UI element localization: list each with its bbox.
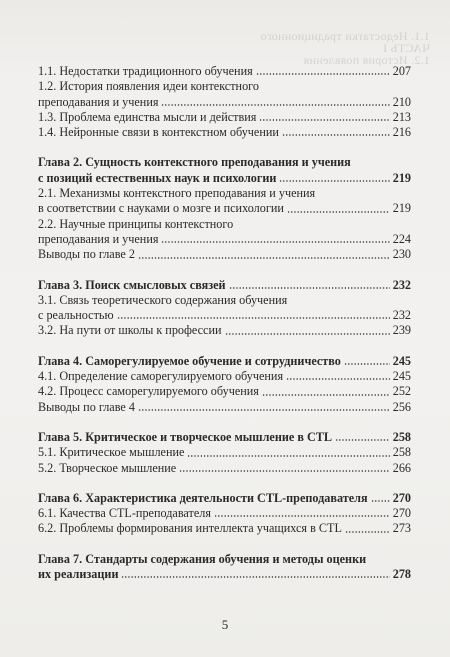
dot-leader [262, 394, 390, 396]
chapter-heading[interactable]: Глава 5. Критическое и творческое мышление в CTL 258 [38, 429, 411, 444]
dot-leader [335, 439, 390, 441]
chapter-heading[interactable]: Глава 4. Саморегулируемое обучение и сотрудничество 245 [38, 353, 411, 368]
dot-leader [121, 576, 389, 578]
dot-leader [161, 241, 389, 243]
toc-entry[interactable]: 5.2. Творческое мышление 266 [38, 460, 411, 475]
chapter-heading-line1: Глава 2. Сущность контекстного преподавания и учения [38, 155, 351, 170]
dot-leader [344, 363, 390, 365]
toc-entry[interactable]: с реальностью 232 [38, 308, 411, 323]
chapter-heading-line1: Глава 7. Стандарты содержания обучения и методы оценки [38, 551, 367, 566]
dot-leader [286, 378, 390, 380]
toc-entry[interactable]: 4.2. Процесс саморегулируемого обучения 252 [38, 384, 411, 399]
dot-leader [279, 180, 389, 182]
dot-leader [345, 531, 390, 533]
toc-entry[interactable]: Выводы по главе 4 256 [38, 399, 411, 414]
toc-entry-line1: 2.1. Механизмы контекстного преподавания и учения [38, 186, 316, 201]
toc-entry-line1: 2.2. Научные принципы контекстного [38, 216, 234, 231]
toc-entry[interactable]: 6.1. Качества CTL-преподавателя 270 [38, 506, 411, 521]
chapter-heading[interactable]: Глава 3. Поиск смысловых связей 232 [38, 277, 411, 292]
dot-leader [214, 515, 390, 517]
page-number: 5 [221, 617, 229, 632]
dot-leader [138, 409, 390, 411]
toc-entry-line1: 1.2. История появления идеи контекстного [38, 79, 259, 94]
toc-entry[interactable]: Выводы по главе 2 230 [38, 247, 411, 262]
toc-entry[interactable]: 1.1. Недостатки традиционного обучения 207 [38, 64, 411, 78]
dot-leader [187, 455, 389, 457]
toc-entry[interactable]: 3.2. На пути от школы к профессии 239 [38, 323, 411, 338]
table-of-contents [38, 64, 411, 582]
dot-leader [256, 73, 390, 75]
bleed-through-text: 1.1. Недостатки традиционного ЧАСТЬ I 1.2. История появления [260, 30, 430, 66]
toc-entry[interactable]: 1.4. Нейронные связи в контекстном обучении 216 [38, 125, 411, 140]
dot-leader [229, 287, 390, 289]
dot-leader [371, 500, 390, 502]
dot-leader [259, 119, 389, 121]
dot-leader [138, 257, 390, 259]
dot-leader [282, 134, 390, 136]
dot-leader [117, 317, 390, 319]
toc-entry[interactable]: 5.1. Критическое мышление 258 [38, 445, 411, 460]
toc-entry[interactable]: в соответствии с науками о мозге и психологии 219 [38, 201, 411, 216]
toc-entry-line1: 3.1. Связь теоретического содержания обучения [38, 292, 288, 307]
toc-entry[interactable]: преподавания и учения 224 [38, 231, 411, 246]
dot-leader [225, 333, 390, 335]
chapter-heading[interactable]: их реализации 278 [38, 567, 411, 582]
dot-leader [161, 104, 389, 106]
chapter-heading[interactable]: Глава 6. Характеристика деятельности CTL-преподавателя 270 [38, 490, 411, 505]
toc-entry[interactable]: 1.3. Проблема единства мысли и действия 213 [38, 109, 411, 124]
chapter-heading[interactable]: с позиций естественных наук и психологии 219 [38, 170, 411, 185]
toc-entry[interactable]: 6.2. Проблемы формирования интеллекта учащихся в CTL 273 [38, 521, 411, 536]
toc-entry[interactable]: преподавания и учения 210 [38, 94, 411, 109]
toc-entry[interactable]: 4.1. Определение саморегулируемого обучения 245 [38, 369, 411, 384]
dot-leader [179, 470, 390, 472]
dot-leader [287, 211, 390, 213]
